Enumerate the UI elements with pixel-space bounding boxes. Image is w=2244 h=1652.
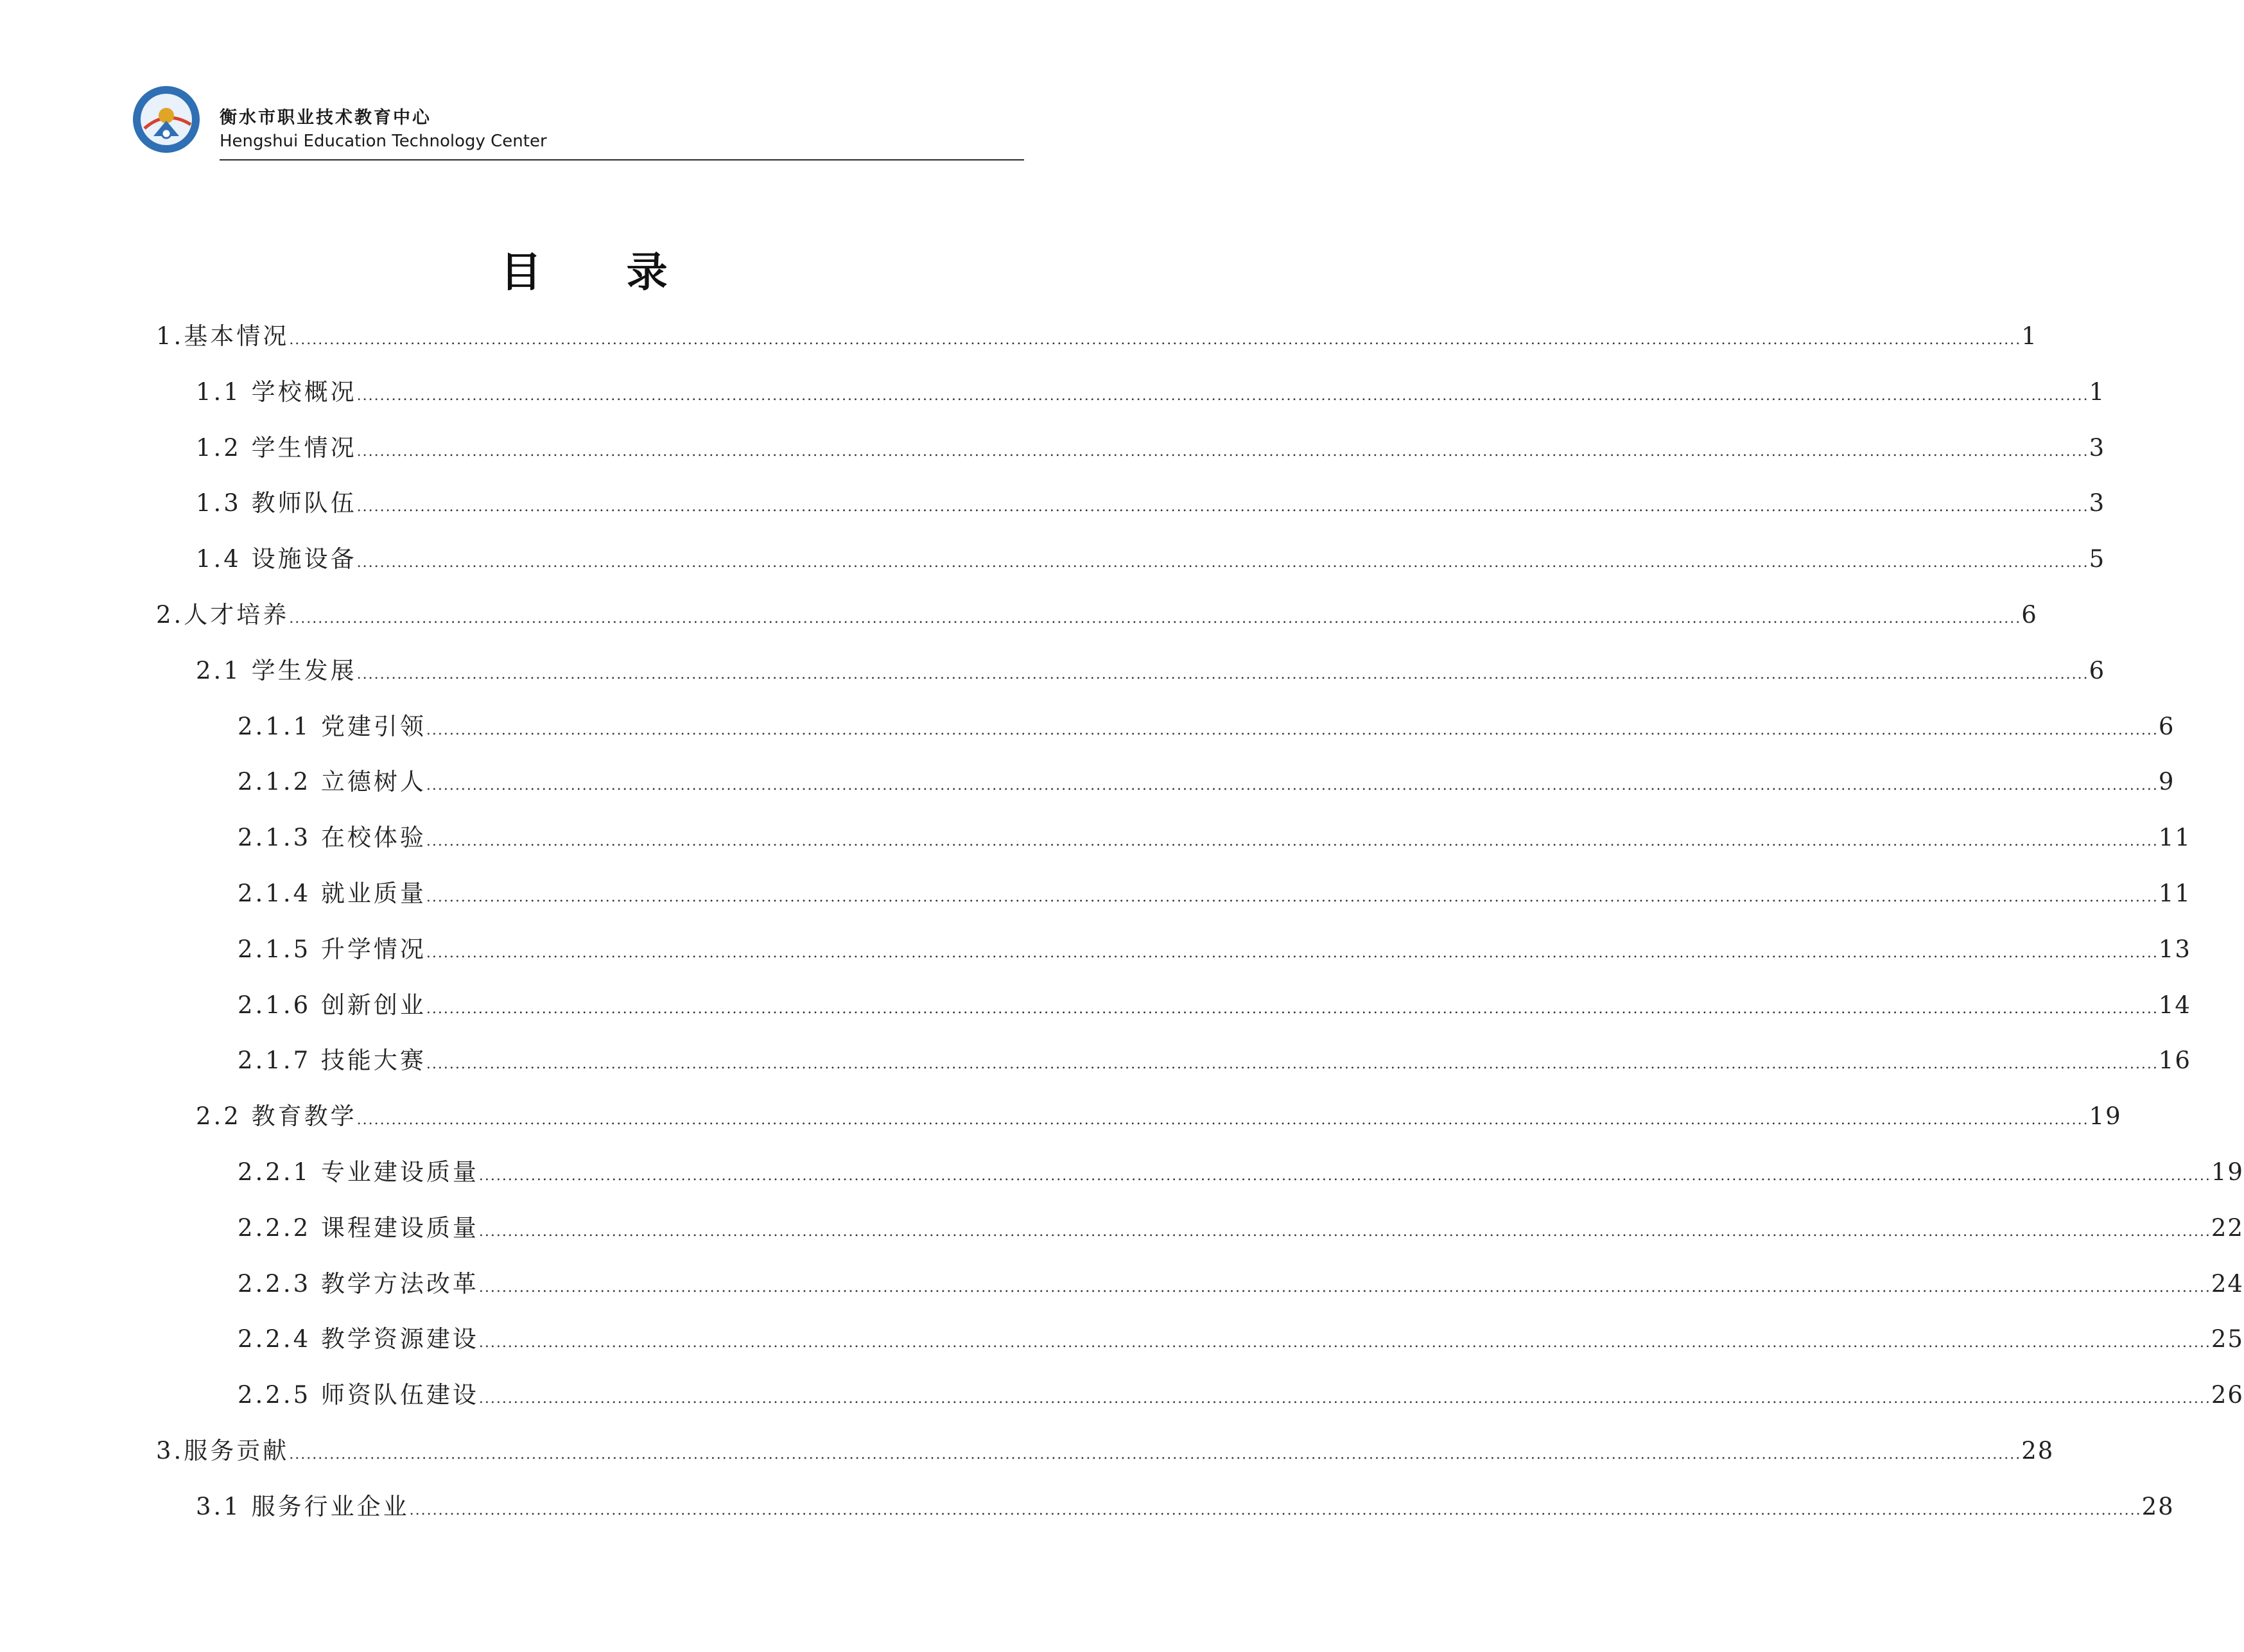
toc-dot-leader: ............................................................................................................................................................................................................................................................................................................ <box>356 387 2089 404</box>
toc-entry-label: 2.1.5 升学情况 <box>238 935 426 963</box>
toc-entry[interactable] <box>238 1265 2244 1303</box>
toc-entry[interactable] <box>196 484 2106 523</box>
toc-dot-leader: ............................................................................................................................................................................................................................................................................................................ <box>478 1391 2211 1407</box>
toc-entry-label: 2.1.1 党建引领 <box>238 712 426 740</box>
toc-entry[interactable] <box>238 930 2191 969</box>
toc-entry[interactable] <box>238 1041 2191 1080</box>
toc-entry-page-number: 1 <box>2089 378 2106 406</box>
toc-dot-leader: ............................................................................................................................................................................................................................................................................................................ <box>289 611 2022 627</box>
toc-entry-label: 2.1 学生发展 <box>196 656 357 684</box>
toc-dot-leader: ............................................................................................................................................................................................................................................................................................................ <box>356 666 2089 683</box>
header-org-cn: 衡水市职业技术教育中心 <box>220 108 431 128</box>
toc-entry-label: 2.1.4 就业质量 <box>238 880 426 907</box>
toc-dot-leader: ............................................................................................................................................................................................................................................................................................................ <box>289 1447 2022 1463</box>
toc-entry-page-number: 3 <box>2089 433 2106 462</box>
toc-dot-leader: ............................................................................................................................................................................................................................................................................................................ <box>426 1000 2159 1017</box>
toc-entry-page-number: 16 <box>2158 1047 2191 1075</box>
toc-entry-label: 1.基本情况 <box>156 322 290 350</box>
toc-entry[interactable] <box>238 708 2175 746</box>
toc-dot-leader: ............................................................................................................................................................................................................................................................................................................ <box>426 1056 2159 1073</box>
header-text <box>220 107 547 152</box>
toc-entry-page-number: 11 <box>2158 824 2191 852</box>
toc-entry-label: 1.1 学校概况 <box>196 378 357 406</box>
toc-entry-label: 2.2.3 教学方法改革 <box>238 1269 479 1298</box>
toc-entry-page-number: 11 <box>2158 880 2191 907</box>
toc-entry-page-number: 28 <box>2021 1437 2055 1465</box>
toc-entry-label: 2.1.6 创新创业 <box>238 991 426 1019</box>
toc-entry-label: 1.2 学生情况 <box>196 433 357 462</box>
toc-entry-label: 2.2 教育教学 <box>196 1102 357 1131</box>
toc-entry-page-number: 26 <box>2211 1381 2244 1409</box>
toc-entry-label: 2.2.4 教学资源建设 <box>238 1325 479 1353</box>
toc-entry-page-number: 6 <box>2158 712 2175 740</box>
toc-entry-label: 2.1.3 在校体验 <box>238 824 426 852</box>
toc-entry[interactable] <box>196 652 2106 690</box>
toc-entry-label: 3.1 服务行业企业 <box>196 1492 410 1520</box>
toc-entry[interactable] <box>238 1153 2244 1192</box>
toc-entry-page-number: 24 <box>2211 1269 2244 1298</box>
toc-entry-label: 1.3 教师队伍 <box>196 489 357 517</box>
toc-entry-page-number: 1 <box>2021 322 2038 350</box>
toc-dot-leader: ............................................................................................................................................................................................................................................................................................................ <box>356 1112 2089 1129</box>
toc-entry-label: 2.2.1 专业建设质量 <box>238 1158 479 1186</box>
toc-entry[interactable] <box>156 317 2038 356</box>
toc-entry-label: 2.1.2 立德树人 <box>238 768 426 796</box>
toc-entry[interactable] <box>196 1488 2175 1526</box>
toc-entry-page-number: 28 <box>2141 1492 2175 1520</box>
page-header <box>132 83 1024 162</box>
page-title: 目 录 <box>500 249 703 297</box>
toc-entry[interactable] <box>156 596 2038 634</box>
toc-entry[interactable] <box>196 540 2106 578</box>
toc-entry[interactable] <box>196 429 2106 467</box>
toc-dot-leader: ............................................................................................................................................................................................................................................................................................................ <box>426 944 2159 961</box>
toc-entry-page-number: 19 <box>2211 1158 2244 1186</box>
toc-entry[interactable] <box>196 1097 2122 1136</box>
toc-entry-page-number: 9 <box>2158 768 2175 796</box>
toc-dot-leader: ............................................................................................................................................................................................................................................................................................................ <box>356 499 2089 516</box>
toc-entry-page-number: 14 <box>2158 991 2191 1019</box>
toc-entry-label: 2.2.2 课程建设质量 <box>238 1213 479 1242</box>
toc-entry-page-number: 3 <box>2089 489 2106 517</box>
toc-entry-label: 2.人才培养 <box>156 601 290 629</box>
toc-entry[interactable] <box>238 763 2175 801</box>
toc-entry-label: 1.4 设施设备 <box>196 545 357 573</box>
toc-entry-label: 2.2.5 师资队伍建设 <box>238 1381 479 1409</box>
school-logo-icon <box>132 83 201 155</box>
toc-dot-leader: ............................................................................................................................................................................................................................................................................................................ <box>478 1168 2211 1184</box>
toc-dot-leader: ............................................................................................................................................................................................................................................................................................................ <box>356 555 2089 571</box>
toc-entry-page-number: 6 <box>2089 656 2106 684</box>
toc-dot-leader: ............................................................................................................................................................................................................................................................................................................ <box>478 1223 2211 1240</box>
header-org-en: Hengshui Education Technology Center <box>220 132 547 151</box>
toc-dot-leader: ............................................................................................................................................................................................................................................................................................................ <box>426 889 2159 905</box>
toc-entry[interactable] <box>238 1320 2244 1359</box>
toc-entry-page-number: 25 <box>2211 1325 2244 1353</box>
toc-dot-leader: ............................................................................................................................................................................................................................................................................................................ <box>289 332 2022 348</box>
toc-entry-page-number: 13 <box>2158 935 2191 963</box>
toc-dot-leader: ............................................................................................................................................................................................................................................................................................................ <box>478 1279 2211 1296</box>
toc-entry[interactable] <box>238 1209 2244 1248</box>
toc-entry-page-number: 19 <box>2089 1102 2122 1131</box>
toc-entry-label: 3.服务贡献 <box>156 1437 290 1465</box>
toc-dot-leader: ............................................................................................................................................................................................................................................................................................................ <box>426 778 2159 794</box>
toc-entry[interactable] <box>238 819 2191 857</box>
toc-entry[interactable] <box>196 373 2106 412</box>
toc-entry-label: 2.1.7 技能大赛 <box>238 1047 426 1075</box>
toc-dot-leader: ............................................................................................................................................................................................................................................................................................................ <box>356 443 2089 460</box>
toc-entry[interactable] <box>156 1432 2055 1470</box>
toc-entry[interactable] <box>238 1376 2244 1414</box>
toc-entry-page-number: 22 <box>2211 1213 2244 1242</box>
toc-entry-page-number: 5 <box>2089 545 2106 573</box>
toc-entry-page-number: 6 <box>2021 601 2038 629</box>
toc-dot-leader: ............................................................................................................................................................................................................................................................................................................ <box>478 1335 2211 1352</box>
toc-dot-leader: ............................................................................................................................................................................................................................................................................................................ <box>426 722 2159 738</box>
header-divider <box>220 159 1024 161</box>
toc-entry[interactable] <box>238 986 2191 1025</box>
toc-dot-leader: ............................................................................................................................................................................................................................................................................................................ <box>426 833 2159 850</box>
toc-entry[interactable] <box>238 874 2191 913</box>
toc-dot-leader: ............................................................................................................................................................................................................................................................................................................ <box>409 1502 2142 1518</box>
